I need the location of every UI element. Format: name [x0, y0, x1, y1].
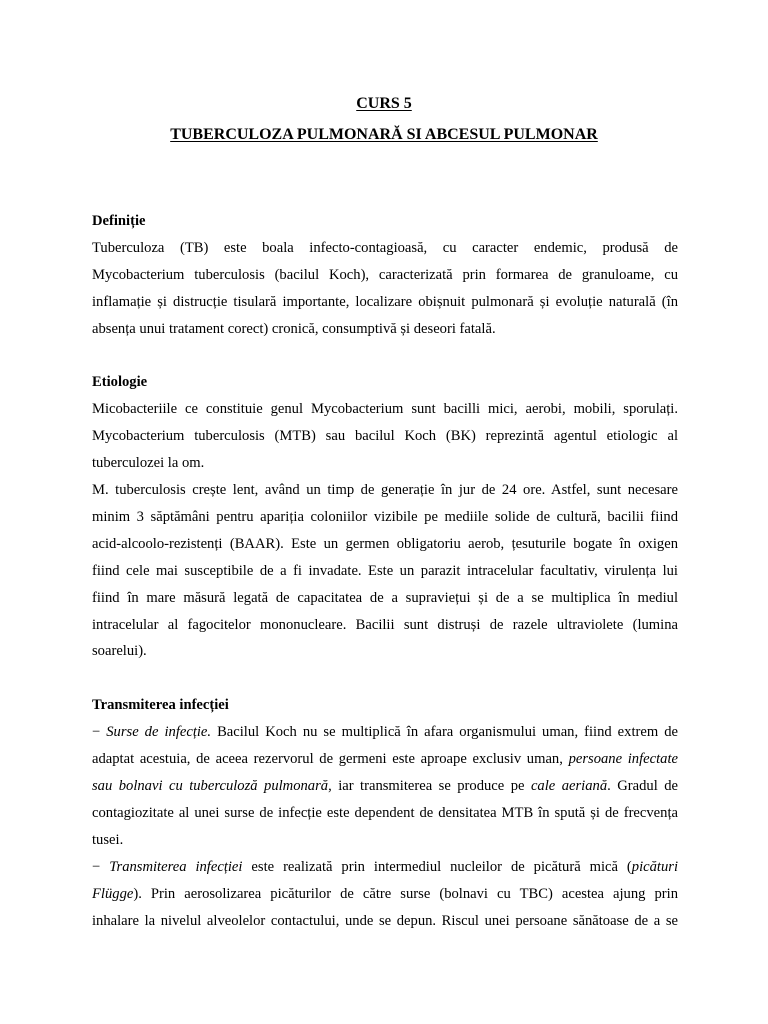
text-run: adaptat acestuia, de aceea rezervorul de germeni este aproape exclusiv uman,: [92, 751, 569, 768]
italic-term: cale aeriană: [530, 778, 608, 794]
text-line: [92, 746, 678, 773]
paragraph-etiologie-2: [92, 477, 678, 665]
text-run: . Gradul de: [607, 778, 678, 794]
dash-bullet: −: [92, 858, 101, 875]
text-line: [92, 854, 678, 881]
text-line: acid-alcoolo-rezistenți (BAAR). Este un germen obligatoriu aerob, țesuturile bogate în oxigen: [92, 535, 678, 552]
dash-bullet: −: [92, 724, 101, 741]
italic-term: Transmiterea infecției: [109, 858, 243, 875]
text-line: [92, 773, 678, 800]
italic-term: persoane infectate: [568, 751, 678, 768]
text-line: tusei.: [92, 831, 124, 848]
text-line: inflamație și distrucție tisulară importante, localizare obișnuit pulmonară și evoluție naturală (în: [92, 293, 678, 310]
italic-term: sau bolnavi cu tuberculoză pulmonară: [92, 778, 329, 794]
text-line: Mycobacterium tuberculosis (MTB) sau bacilul Koch (BK) reprezintă agentul etiologic al: [92, 428, 678, 445]
text-line: Tuberculoza (TB) este boala infecto-contagioasă, cu caracter endemic, produsă de: [92, 239, 678, 256]
italic-term: Flügge: [92, 885, 134, 902]
text-line: inhalare la nivelul alveolelor contactului, unde se depun. Riscul unei persoane sănătoase de a se: [92, 912, 678, 929]
section-heading-definitie: Definiție: [92, 213, 146, 229]
text-line: [92, 719, 678, 746]
text-line: fiind cele mai susceptibile de a fi invadate. Este un parazit intracelular facultativ, virulența lui: [92, 562, 678, 579]
paragraph-definitie: [92, 235, 678, 343]
text-line: contagiozitate al unei surse de infecție este dependent de densitatea MTB în spută și de frecvența: [92, 804, 678, 821]
section-heading-etiologie: Etiologie: [92, 374, 148, 391]
italic-term: picături: [631, 858, 679, 875]
text-line: M. tuberculosis crește lent, având un timp de generație în jur de 24 ore. Astfel, sunt necesare: [92, 482, 678, 499]
text-line: intracelular al fagocitelor mononucleare. Bacilii sunt distruși de razele ultraviolete (lumina: [92, 616, 678, 633]
text-line: tuberculozei la om.: [92, 455, 205, 472]
course-title: TUBERCULOZA PULMONARĂ SI ABCESUL PULMONAR: [170, 126, 598, 143]
text-run: Bacilul Koch nu se multiplică în afara organismului uman, fiind extrem de: [211, 724, 678, 741]
text-line: soarelui).: [92, 643, 147, 660]
course-label: CURS 5: [356, 95, 412, 112]
text-run: , iar transmiterea se produce pe: [328, 778, 531, 794]
list-item-surse-de-infectie: [92, 719, 678, 854]
text-line: Micobacteriile ce constituie genul Mycobacterium sunt bacilli mici, aerobi, mobili, sporulați.: [92, 401, 678, 418]
text-line: minim 3 săptămâni pentru apariția coloniilor vizibile pe mediile solide de cultură, bacilii fiind: [92, 508, 678, 525]
text-run: ). Prin aerosolizarea picăturilor de către surse (bolnavi cu TBC) acestea ajung prin: [133, 885, 678, 902]
paragraph-etiologie-1: [92, 396, 678, 477]
section-heading-transmitere: Transmiterea infecției: [92, 697, 229, 714]
list-item-transmiterea-infectiei: [92, 854, 678, 935]
italic-term: Surse de infecție.: [106, 724, 212, 741]
text-line: absența unui tratament corect) cronică, consumptivă și deseori fatală.: [92, 320, 496, 337]
text-line: fiind în mare măsură legată de capacitatea de a supraviețui și de a se multiplica în mediul: [92, 589, 678, 606]
text-line: [92, 881, 678, 908]
document-body: [92, 208, 678, 934]
text-run: este realizată prin intermediul nucleilor de picătură mică (: [242, 858, 632, 875]
text-line: Mycobacterium tuberculosis (bacilul Koch), caracterizată prin formarea de granuloame, cu: [92, 266, 678, 283]
